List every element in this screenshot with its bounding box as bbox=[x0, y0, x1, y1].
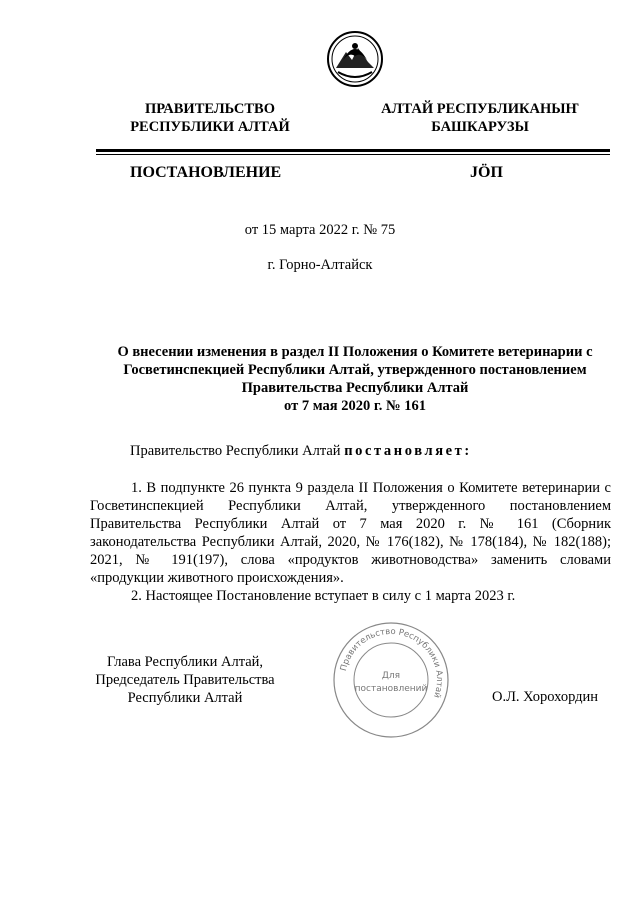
subject-line3: Правительства Республики Алтай bbox=[241, 380, 469, 396]
stamp-ring-text: Правительство Республики Алтай bbox=[338, 626, 445, 700]
paragraph-2: 2. Настоящее Постановление вступает в силу с 1 марта 2023 г. bbox=[131, 588, 516, 604]
signatory-title bbox=[70, 653, 300, 707]
issuer-left-line1: ПРАВИТЕЛЬСТВО bbox=[145, 101, 275, 117]
signatory-title-line3: Республики Алтай bbox=[127, 690, 243, 706]
signatory-title-line2: Председатель Правительства bbox=[95, 672, 275, 688]
doc-type-ru: ПОСТАНОВЛЕНИЕ bbox=[130, 164, 282, 181]
doc-type-alt: JÖП bbox=[470, 164, 503, 181]
document-subject bbox=[90, 343, 620, 415]
issuer-right-line1: АЛТАЙ РЕСПУБЛИКАНЫҤ bbox=[381, 101, 579, 117]
subject-line1: О внесении изменения в раздел II Положения о Комитете ветеринарии с bbox=[117, 344, 593, 360]
issuer-right-line2: БАШКАРУЗЫ bbox=[431, 119, 529, 135]
preamble-decree-word: постановляет: bbox=[344, 443, 472, 459]
signatory-name: О.Л. Хорохордин bbox=[492, 689, 599, 705]
stamp-center-line1: Для bbox=[381, 671, 401, 681]
issuer-right bbox=[380, 100, 580, 136]
subject-line2: Госветинспекцией Республики Алтай, утвержденного постановлением bbox=[123, 362, 587, 378]
subject-line4: от 7 мая 2020 г. № 161 bbox=[284, 398, 426, 414]
coat-of-arms-icon bbox=[326, 30, 384, 88]
issuer-left-line2: РЕСПУБЛИКИ АЛТАЙ bbox=[130, 119, 290, 135]
stamp-center-line2: постановлений bbox=[354, 684, 428, 694]
preamble bbox=[130, 443, 472, 460]
city-line: г. Горно-Алтайск bbox=[267, 257, 373, 273]
preamble-text: Правительство Республики Алтай bbox=[130, 443, 345, 459]
issuer-left bbox=[110, 100, 310, 136]
paragraph-1: 1. В подпункте 26 пункта 9 раздела II Положения о Комитете ветеринарии с Госветинспекцией Республики Алтай, утвержденного постановлением Правительства Республики Алтай от 7 мая 2020 г. № 161 (Сборник законодательства Республики Алтай, 2020, № 176(182), № 178(184), № 182(188); 2021, № 191(197), слова «продуктов животноводства» заменить словами «продукции животного происхождения». bbox=[90, 480, 611, 586]
header-rule-thick bbox=[96, 149, 610, 152]
official-stamp bbox=[331, 620, 451, 740]
signatory-title-line1: Глава Республики Алтай, bbox=[106, 654, 264, 670]
date-line: от 15 марта 2022 г. № 75 bbox=[244, 222, 396, 238]
header-rule-thin bbox=[96, 154, 610, 155]
